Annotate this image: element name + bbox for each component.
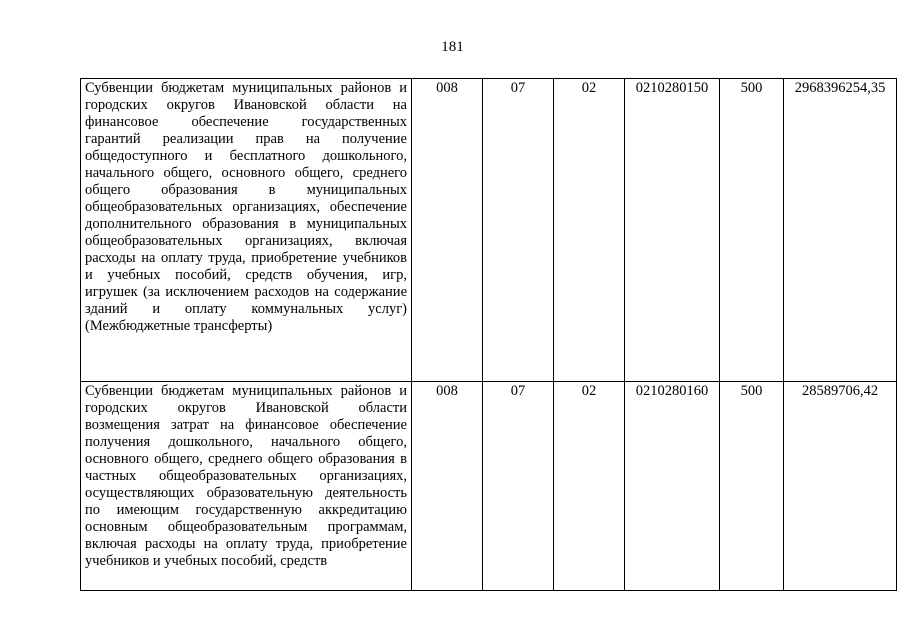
table-row (81, 79, 897, 382)
ministry-code-cell: 008 (412, 79, 483, 382)
amount-cell: 2968396254,35 (784, 79, 897, 382)
expense-type-cell: 500 (720, 79, 784, 382)
amount-cell: 28589706,42 (784, 382, 897, 591)
page-bottom-margin (0, 597, 905, 640)
row-description: Субвенции бюджетам муниципальных районов и городских округов Ивановской области на финансовое обеспечение государственных гарантий реализации прав на получение общедоступного и бесплатного дошкольного, начального общего, основного общего, среднего общего образования в муниципальных общеобразовательных организациях, обеспечение дополнительного образования в муниципальных общеобразовательных организациях, включая расходы на оплату труда, приобретение учебников и учебных пособий, средств обучения, игр, игрушек (за исключением расходов на содержание зданий и оплату коммунальных услуг) (Межбюджетные трансферты) (81, 79, 412, 382)
table-row (81, 382, 897, 591)
row-description: Субвенции бюджетам муниципальных районов и городских округов Ивановской области возмещения затрат на финансовое обеспечение получения дошкольного, начального общего, основного общего, среднего общего образования в частных общеобразовательных организациях, осуществляющих образовательную деятельность по имеющим государственную аккредитацию основным общеобразовательным программам, включая расходы на оплату труда, приобретение учебников и учебных пособий, средств (81, 382, 412, 591)
target-article-cell: 0210280150 (625, 79, 720, 382)
target-article-cell: 0210280160 (625, 382, 720, 591)
expense-type-cell: 500 (720, 382, 784, 591)
section-cell: 07 (483, 382, 554, 591)
ministry-code-cell: 008 (412, 382, 483, 591)
subsection-cell: 02 (554, 382, 625, 591)
page-number: 181 (441, 39, 464, 55)
budget-table (80, 78, 897, 591)
section-cell: 07 (483, 79, 554, 382)
subsection-cell: 02 (554, 79, 625, 382)
